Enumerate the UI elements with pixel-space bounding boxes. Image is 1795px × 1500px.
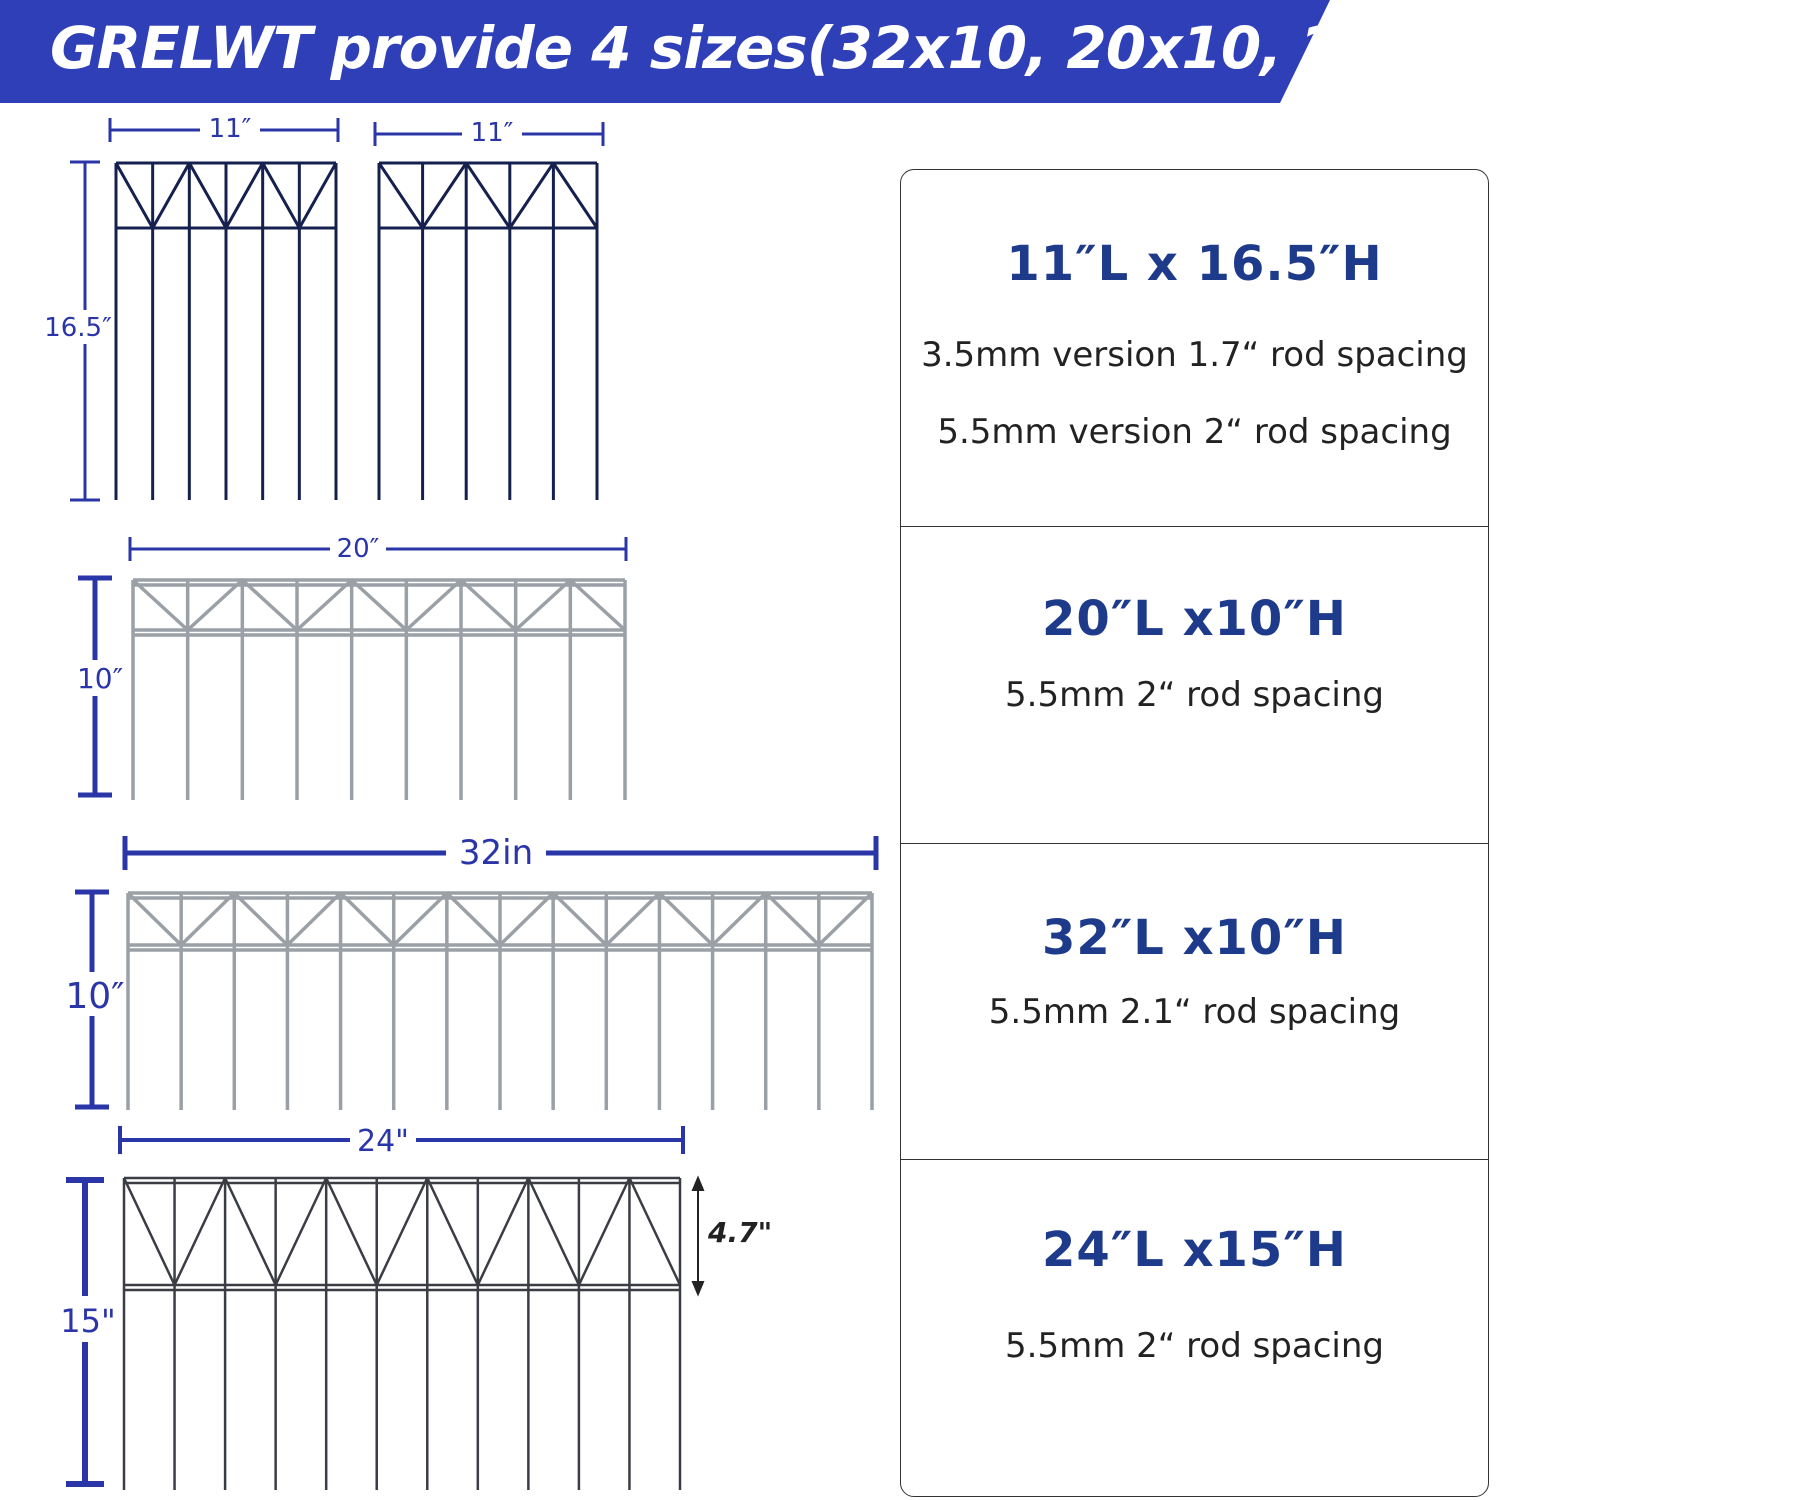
fence-diagonal [379,163,423,228]
fence-diagonal [242,580,297,630]
fence-diagonal [276,1178,327,1285]
fence-diagonal [124,1178,175,1285]
spec-line: 5.5mm version 2“ rod spacing [937,412,1452,452]
fence-diagonal [516,580,571,630]
fence-diagonal [629,1178,680,1285]
fence-diagonal [175,1178,226,1285]
fence-diagonal [352,580,407,630]
fence-diagonal [189,163,226,228]
fence-diagonal [128,893,181,945]
fence-panel-11x16-b [379,163,597,500]
spec-row-32x10 [901,844,1488,1160]
fence-diagonal [553,163,597,228]
fence-diagonal [713,893,766,945]
fence-diagonal [297,580,352,630]
fence-diagonal [528,1178,579,1285]
fence-diagonal [819,893,872,945]
panel-11x16b-width-label: 11″ [470,118,514,148]
panel-11x16-height-label: 16.5″ [44,313,112,343]
panel-32x10-width-label: 32in [458,833,534,873]
panel-24x15-dims [66,1126,683,1484]
spec-title: 32″L x10″H [1042,910,1347,966]
fence-diagonal [478,1178,529,1285]
panel-20x10-width-label: 20″ [336,534,380,564]
fence-diagonal [181,893,234,945]
panel-32x10-height-label: 10″ [65,976,125,1017]
fence-diagonal [466,163,510,228]
spec-title: 11″L x 16.5″H [1006,236,1383,292]
spec-row-24x15 [901,1160,1488,1498]
truss-dimension [693,1178,703,1294]
fence-diagonal [570,580,625,630]
panel-24x15-width-label: 24" [357,1124,409,1159]
spec-line: 5.5mm 2“ rod spacing [1005,1326,1384,1366]
fence-diagonal [133,580,188,630]
fence-diagonal [263,163,300,228]
fence-diagonal [287,893,340,945]
fence-diagonal [500,893,553,945]
spec-line: 3.5mm version 1.7“ rod spacing [921,335,1468,375]
fence-diagonal [326,1178,377,1285]
fence-diagonal [116,163,153,228]
spec-title: 20″L x10″H [1042,591,1347,647]
panel-20x10-height-label: 10″ [76,662,124,695]
spec-line: 5.5mm 2.1“ rod spacing [988,992,1401,1032]
fence-panel-20x10 [133,580,625,800]
fence-diagonal [299,163,336,228]
fence-diagonal [423,163,467,228]
banner-title: GRELWT provide 4 sizes(32x10, 20x10, 24x15,11x16.5) [50,14,1795,82]
panel-11x16-width-label: 11″ [208,114,252,144]
fence-diagonal [188,580,243,630]
spec-table [900,169,1489,1497]
fence-diagonal [394,893,447,945]
fence-diagonal [461,580,516,630]
spec-title: 24″L x15″H [1042,1222,1347,1278]
fence-diagonal [766,893,819,945]
fence-panel-11x16-a [116,163,336,500]
fence-diagonal [234,893,287,945]
panel-24x15-truss-label: 4.7" [708,1216,773,1249]
fence-diagonal [341,893,394,945]
fence-diagonal [659,893,712,945]
fence-diagonal [225,1178,276,1285]
panel-24x15-height-label: 15" [60,1302,116,1340]
panel-32x10-dims [75,836,876,1107]
fence-diagonal [377,1178,428,1285]
fence-diagonal [406,580,461,630]
fence-diagonal [579,1178,630,1285]
fence-diagonal [226,163,263,228]
fence-panel-32x10 [128,893,872,1110]
fence-diagonal [427,1178,478,1285]
fence-diagonal [447,893,500,945]
fence-diagonal [510,163,554,228]
spec-row-11x16 [901,170,1488,527]
fence-diagonal [153,163,190,228]
spec-row-20x10 [901,527,1488,844]
fence-diagonal [553,893,606,945]
spec-line: 5.5mm 2“ rod spacing [1005,675,1384,715]
fence-panel-24x15 [124,1178,680,1490]
fence-diagonal [606,893,659,945]
fence-diagrams [0,0,895,1500]
